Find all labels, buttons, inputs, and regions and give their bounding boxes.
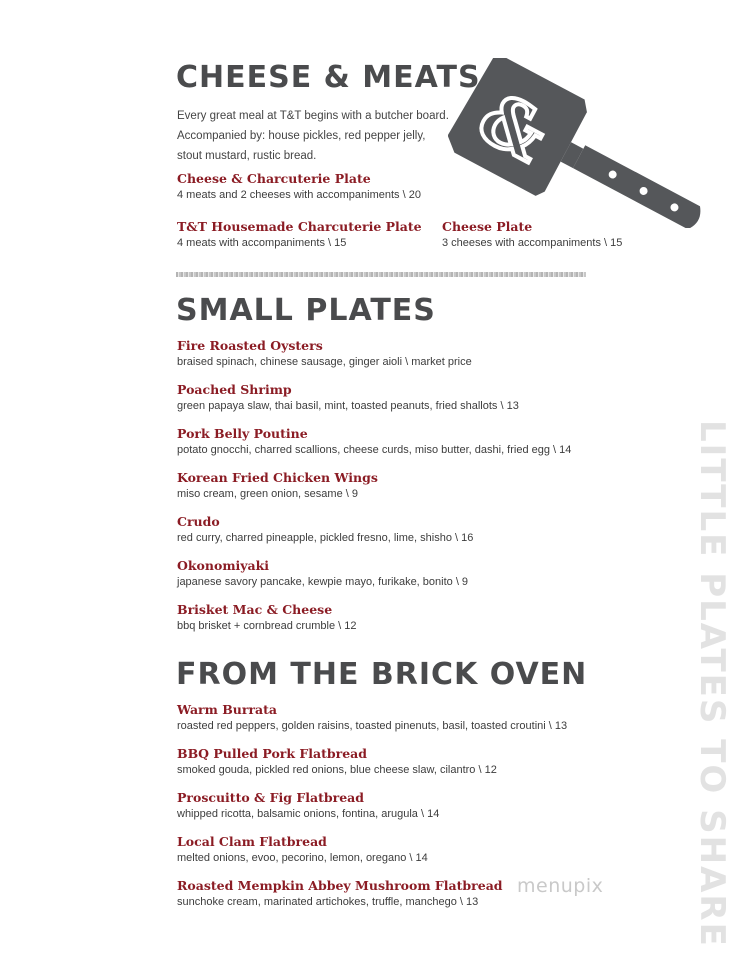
item-desc: potato gnocchi, charred scallions, cheese curds, miso butter, dashi, fried egg \ 14 [177, 444, 572, 456]
menu-item [177, 701, 567, 734]
item-name: Local Clam Flatbread [177, 834, 327, 849]
item-desc: braised spinach, chinese sausage, ginger aioli \ market price [177, 356, 472, 368]
menu-item [177, 833, 428, 866]
item-name: Poached Shrimp [177, 382, 292, 397]
item-name: Brisket Mac & Cheese [177, 602, 333, 617]
item-desc: bbq brisket + cornbread crumble \ 12 [177, 620, 357, 632]
menu-item [177, 425, 571, 458]
item-name: Cheese & Charcuterie Plate [177, 171, 371, 186]
intro-line: stout mustard, rustic bread. [177, 150, 317, 162]
item-name: Proscuitto & Fig Flatbread [177, 790, 365, 805]
menu-item [177, 513, 473, 546]
watermark-logo: menupix [517, 875, 604, 897]
item-name: Crudo [177, 514, 220, 529]
menu-item [177, 745, 497, 778]
menu-item [177, 381, 519, 414]
item-desc: smoked gouda, pickled red onions, blue cheese slaw, cilantro \ 12 [177, 764, 497, 776]
menu-item [177, 601, 356, 634]
item-desc: whipped ricotta, balsamic onions, fontina, arugula \ 14 [177, 808, 440, 820]
item-desc: miso cream, green onion, sesame \ 9 [177, 488, 358, 500]
item-desc: 3 cheeses with accompaniments \ 15 [442, 237, 623, 249]
intro-line: Accompanied by: house pickles, red pepper jelly, [177, 130, 426, 142]
section-title-brick-oven: FROM THE BRICK OVEN [176, 657, 588, 692]
menu-item [177, 877, 503, 910]
item-desc: 4 meats with accompaniments \ 15 [177, 237, 347, 249]
menu-item [442, 218, 622, 251]
item-desc: green papaya slaw, thai basil, mint, toasted peanuts, fried shallots \ 13 [177, 400, 519, 412]
section-divider [176, 272, 586, 277]
section-title-small-plates: SMALL PLATES [176, 293, 436, 328]
item-name: Korean Fried Chicken Wings [177, 470, 378, 485]
menu-item [177, 218, 422, 251]
menu-item [177, 170, 421, 203]
menu-item [177, 337, 472, 370]
item-name: Cheese Plate [442, 219, 533, 234]
item-desc: melted onions, evoo, pecorino, lemon, oregano \ 14 [177, 852, 428, 864]
svg-text:&: & [465, 75, 561, 179]
item-name: BBQ Pulled Pork Flatbread [177, 746, 368, 761]
item-name: Okonomiyaki [177, 558, 270, 573]
menu-item [177, 469, 378, 502]
section-title-cheese-meats: CHEESE & MEATS [176, 60, 481, 95]
intro-line: Every great meal at T&T begins with a butcher board. [177, 110, 449, 122]
item-name: T&T Housemade Charcuterie Plate [177, 219, 422, 234]
item-desc: roasted red peppers, golden raisins, toasted pinenuts, basil, toasted croutini \ 13 [177, 720, 568, 732]
item-desc: red curry, charred pineapple, pickled fresno, lime, shisho \ 16 [177, 532, 474, 544]
item-desc: sunchoke cream, marinated artichokes, truffle, manchego \ 13 [177, 896, 479, 908]
cleaver-icon [448, 58, 710, 228]
menu-item [177, 557, 468, 590]
item-name: Pork Belly Poutine [177, 426, 308, 441]
item-name: Fire Roasted Oysters [177, 338, 323, 353]
side-banner: LITTLE PLATES TO SHARE [692, 420, 732, 948]
item-name: Warm Burrata [177, 702, 278, 717]
item-name: Roasted Mempkin Abbey Mushroom Flatbread [177, 878, 503, 893]
cheese-meats-intro [177, 106, 477, 166]
item-desc: 4 meats and 2 cheeses with accompaniments \ 20 [177, 189, 421, 201]
item-desc: japanese savory pancake, kewpie mayo, furikake, bonito \ 9 [177, 576, 469, 588]
menu-item [177, 789, 439, 822]
